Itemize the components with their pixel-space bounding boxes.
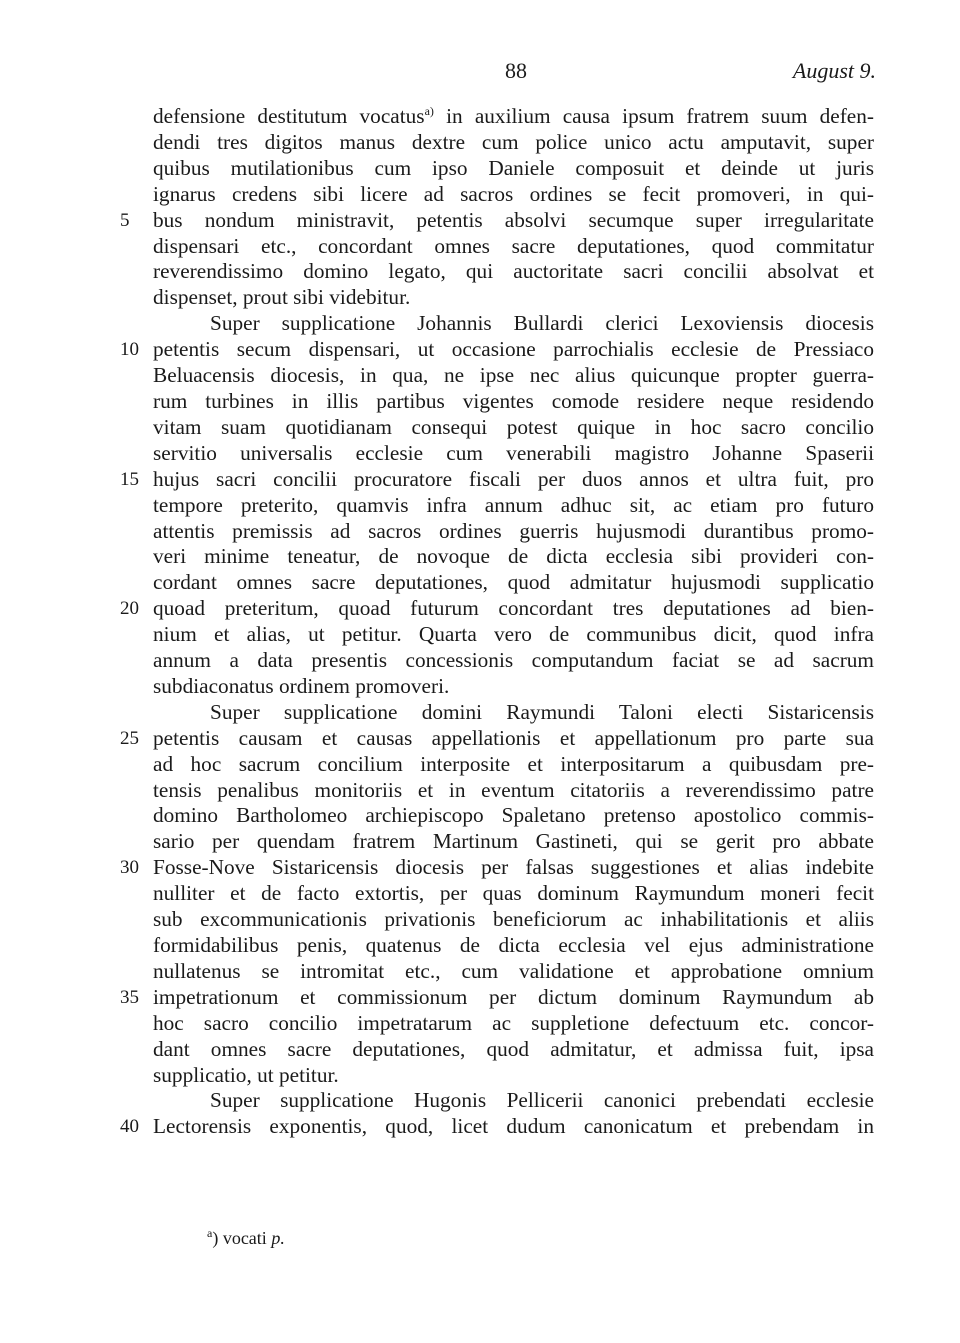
footnote-reference: a)	[424, 103, 434, 118]
line-text-part: in auxilium causa ipsum fratrem suum defen-	[433, 104, 874, 128]
line-text: hujus sacri concilii procuratore fiscali per duos annos et ultra fuit, pro	[153, 466, 874, 491]
text-line	[0, 803, 960, 829]
line-text: dant omnes sacre deputationes, quod admitatur, et admissa fuit, ipsa	[153, 1036, 874, 1061]
text-line	[0, 959, 960, 985]
line-number: 20	[120, 598, 139, 620]
line-text: formidabilibus penis, quatenus de dicta ecclesia vel ejus administratione	[153, 933, 874, 957]
footnote-text: ) vocati	[212, 1228, 272, 1248]
text-line	[0, 985, 960, 1011]
line-text: petentis causam et causas appellationis et appellationum pro parte sua	[153, 725, 874, 750]
page-number: 88	[505, 58, 527, 83]
text-line	[0, 389, 960, 415]
line-number: 5	[120, 209, 130, 231]
text-line	[0, 596, 960, 622]
line-text: Lectorensis exponentis, quod, licet dudum canonicatum et prebendam in	[153, 1114, 874, 1139]
line-number: 25	[120, 727, 139, 749]
text-line	[0, 337, 960, 363]
text-line	[0, 544, 960, 570]
text-line	[0, 493, 960, 519]
text-line	[0, 933, 960, 959]
line-text: Fosse-Nove Sistaricensis diocesis per falsas suggestiones et alias indebite	[153, 855, 874, 880]
footnote-siglum: p.	[271, 1228, 285, 1248]
line-text: dendi tres digitos manus dextre cum police unico actu amputavit, super	[153, 129, 874, 154]
text-line	[0, 259, 960, 285]
text-line	[0, 674, 960, 700]
line-number: 15	[120, 468, 139, 490]
text-line	[0, 285, 960, 311]
text-line	[0, 700, 960, 726]
text-line	[0, 104, 960, 130]
text-line	[0, 182, 960, 208]
line-text: impetrationum et commissionum per dictum dominum Raymundum ab	[153, 984, 874, 1009]
body-text	[0, 104, 960, 1140]
text-line	[0, 1011, 960, 1037]
text-line	[0, 441, 960, 467]
running-head: August 9.	[792, 58, 876, 83]
line-text: vitam suam quotidianam consequi potest quique in hoc sacro concilio	[153, 414, 874, 439]
line-text: tempore preterito, quamvis infra annum adhuc sit, ac etiam pro futuro	[153, 492, 874, 517]
page-header	[0, 58, 960, 92]
line-text: annum a data presentis concessionis computandum faciat se ad sacrum	[153, 648, 874, 673]
line-text: Super supplicatione Hugonis Pellicerii canonici prebendati ecclesie	[210, 1088, 874, 1113]
line-text: hoc sacro concilio impetratarum ac suppletione defectuum etc. concor-	[153, 1010, 874, 1035]
text-line	[0, 208, 960, 234]
line-text: dispensari etc., concordant omnes sacre deputationes, quod commitatur	[153, 233, 874, 258]
text-line	[0, 234, 960, 260]
line-text: ignarus credens sibi licere ad sacros ordines se fecit promoveri, in qui-	[153, 181, 874, 206]
text-line	[0, 311, 960, 337]
line-text: dispenset, prout sibi videbitur.	[153, 285, 411, 310]
line-text	[153, 104, 874, 130]
text-line	[0, 363, 960, 389]
text-line	[0, 1114, 960, 1140]
line-text: quoad preteritum, quoad futurum concordant tres deputationes ad bien-	[153, 596, 874, 621]
line-text: Super supplicatione domini Raymundi Taloni electi Sistaricensis	[210, 699, 874, 724]
line-text: supplicatio, ut petitur.	[153, 1062, 339, 1087]
line-text: sub excommunicationis privationis beneficiorum ac inhabilitationis et aliis	[153, 907, 874, 932]
line-text: veri minime teneatur, de novoque de dicta ecclesia sibi provideri con-	[153, 544, 874, 569]
text-line	[0, 1063, 960, 1089]
line-number: 30	[120, 857, 139, 879]
line-text: domino Bartholomeo archiepiscopo Spaletano pretenso apostolico commis-	[153, 803, 874, 828]
text-line	[0, 648, 960, 674]
line-text: quibus mutilationibus cum ipso Daniele composuit et deinde ut juris	[153, 155, 874, 180]
text-line	[0, 622, 960, 648]
line-text: Beluacensis diocesis, in qua, ne ipse nec alius quicunque propter guerra-	[153, 363, 874, 388]
line-text: servitio universalis ecclesie cum venerabili magistro Johanne Spaserii	[153, 440, 874, 465]
line-text: nulliter et de facto extortis, per quas dominum Raymundum moneri fecit	[153, 881, 874, 906]
text-line	[0, 855, 960, 881]
text-line	[0, 467, 960, 493]
text-line	[0, 752, 960, 778]
line-text: tensis penalibus monitoriis et in eventum citatoriis a reverendissimo patre	[153, 777, 874, 802]
line-text: nullatenus se intromitat etc., cum validatione et approbatione omnium	[153, 958, 874, 983]
line-number: 35	[120, 986, 139, 1008]
text-line	[0, 415, 960, 441]
text-line	[0, 130, 960, 156]
line-text: Super supplicatione Johannis Bullardi clerici Lexoviensis diocesis	[210, 311, 874, 336]
text-line	[0, 519, 960, 545]
text-line	[0, 570, 960, 596]
text-line	[0, 1037, 960, 1063]
line-text: cordant omnes sacre deputationes, quod admitatur hujusmodi supplicatio	[153, 570, 874, 595]
text-line	[0, 1088, 960, 1114]
text-line	[0, 907, 960, 933]
line-text: sario per quendam fratrem Martinum Gastineti, qui se gerit pro abbate	[153, 829, 874, 854]
line-number: 40	[120, 1116, 139, 1138]
line-text: petentis secum dispensari, ut occasione parrochialis ecclesie de Pressiaco	[153, 337, 874, 362]
text-line	[0, 881, 960, 907]
line-text: nium et alias, ut petitur. Quarta vero de communibus dicit, quod infra	[153, 622, 874, 647]
line-number: 10	[120, 339, 139, 361]
line-text: reverendissimo domino legato, qui auctoritate sacri concilii absolvat et	[153, 259, 874, 284]
footnote	[207, 1226, 285, 1249]
line-text: ad hoc sacrum concilium interposite et interpositarum a quibusdam pre-	[153, 751, 874, 776]
text-line	[0, 726, 960, 752]
line-text-part: defensione destitutum vocatus	[153, 104, 425, 128]
line-text: attentis premissis ad sacros ordines guerris hujusmodi durantibus promo-	[153, 518, 874, 543]
line-text: rum turbines in illis partibus vigentes comode residere neque residendo	[153, 388, 874, 413]
footnote-mark: a	[207, 1226, 213, 1240]
text-line	[0, 778, 960, 804]
text-line	[0, 829, 960, 855]
line-text: subdiaconatus ordinem promoveri.	[153, 673, 450, 698]
line-text: bus nondum ministravit, petentis absolvi secumque super irregularitate	[153, 207, 874, 232]
text-line	[0, 156, 960, 182]
